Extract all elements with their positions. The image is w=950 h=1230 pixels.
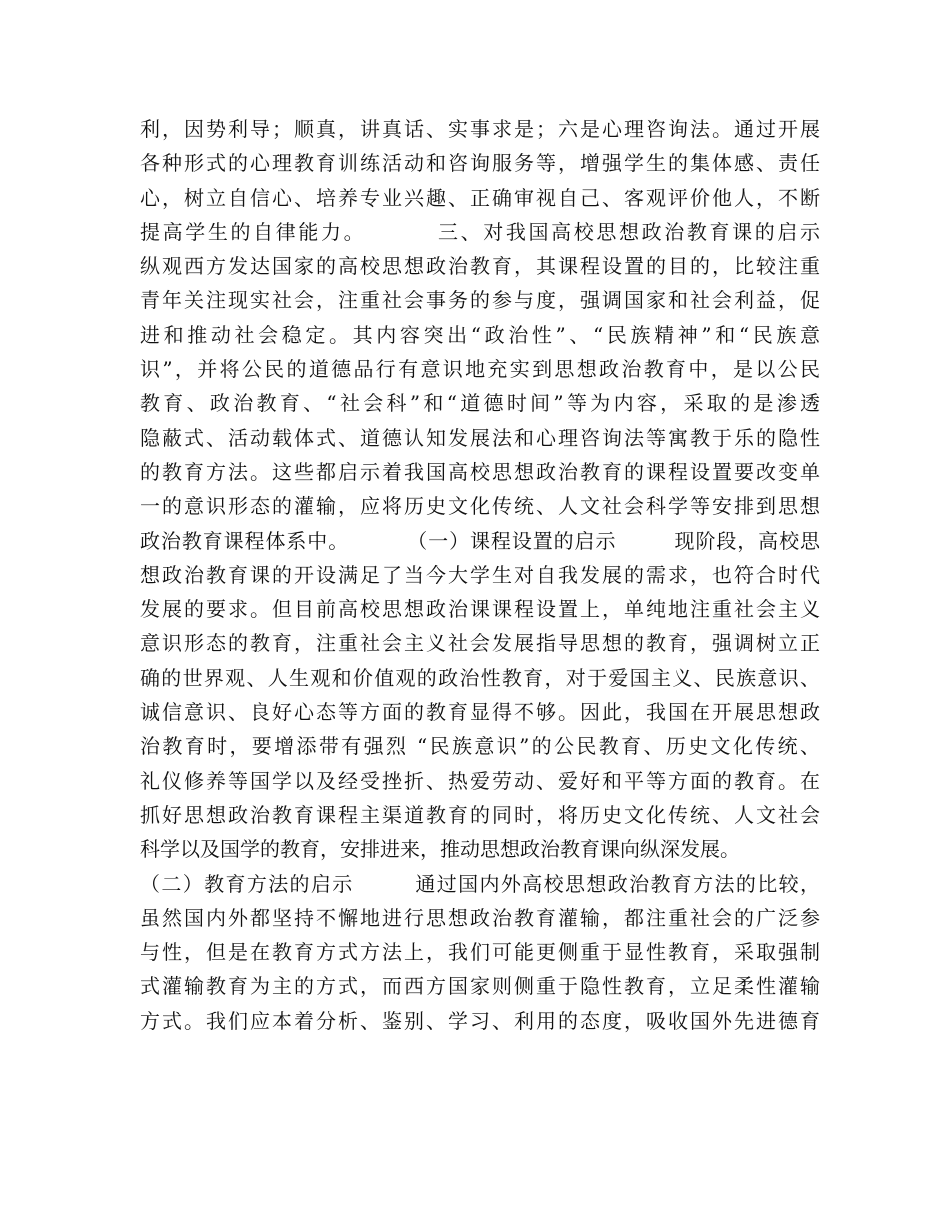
text-line: 识”，并将公民的道德品行有意识地充实到思想政治教育中，是以公民 bbox=[140, 357, 820, 382]
text-line: 隐蔽式、活动载体式、道德认知发展法和心理咨询法等寓教于乐的隐性 bbox=[140, 425, 820, 450]
text-line: 发展的要求。但目前高校思想政治课课程设置上，单纯地注重社会主义 bbox=[140, 597, 820, 622]
text-line: 教育、政治教育、“社会科”和“道德时间”等为内容，采取的是渗透 bbox=[140, 391, 820, 416]
text-line: 进和推动社会稳定。其内容突出“政治性”、“民族精神”和“民族意 bbox=[140, 322, 820, 347]
text-line: 提高学生的自律能力。 三、对我国高校思想政治教育课的启示 bbox=[140, 219, 820, 244]
text-line: 想政治教育课的开设满足了当今大学生对自我发展的需求，也符合时代 bbox=[140, 562, 820, 587]
text-line: 利，因势利导；顺真，讲真话、实事求是；六是心理咨询法。通过开展 bbox=[140, 117, 820, 141]
text-line: 抓好思想政治教育课程主渠道教育的同时，将历史文化传统、人文社会 bbox=[140, 802, 820, 827]
text-line: 青年关注现实社会，注重社会事务的参与度，强调国家和社会利益，促 bbox=[140, 288, 820, 313]
text-line: 治教育时，要增添带有强烈 “民族意识”的公民教育、历史文化传统、 bbox=[140, 734, 820, 759]
text-line: 诚信意识、良好心态等方面的教育显得不够。因此，我国在开展思想政 bbox=[140, 700, 820, 725]
text-line: 各种形式的心理教育训练活动和咨询服务等，增强学生的集体感、责任 bbox=[140, 151, 820, 176]
body-text bbox=[140, 112, 820, 1038]
text-line: 式灌输教育为主的方式，而西方国家则侧重于隐性教育，立足柔性灌输 bbox=[140, 974, 820, 999]
text-line: 确的世界观、人生观和价值观的政治性教育，对于爱国主义、民族意识、 bbox=[140, 665, 820, 690]
text-line: 一的意识形态的灌输，应将历史文化传统、人文社会科学等安排到思想 bbox=[140, 494, 820, 519]
text-line: 虽然国内外都坚持不懈地进行思想政治教育灌输，都注重社会的广泛参 bbox=[140, 905, 820, 930]
text-line: 与性，但是在教育方式方法上，我们可能更侧重于显性教育，采取强制 bbox=[140, 940, 820, 965]
text-line: 心，树立自信心、培养专业兴趣、正确审视自己、客观评价他人，不断 bbox=[140, 185, 820, 210]
text-line: 的教育方法。这些都启示着我国高校思想政治教育的课程设置要改变单 bbox=[140, 459, 820, 484]
text-line: 方式。我们应本着分析、鉴别、学习、利用的态度，吸收国外先进德育 bbox=[140, 1008, 820, 1033]
text-line: 科学以及国学的教育，安排进来，推动思想政治教育课向纵深发展。 bbox=[140, 837, 740, 862]
text-line: 纵观西方发达国家的高校思想政治教育，其课程设置的目的，比较注重 bbox=[140, 254, 820, 279]
text-line: 意识形态的教育，注重社会主义社会发展指导思想的教育，强调树立正 bbox=[140, 631, 820, 656]
text-line: 礼仪修养等国学以及经受挫折、热爱劳动、爱好和平等方面的教育。在 bbox=[140, 768, 820, 793]
text-line: （二）教育方法的启示 通过国内外高校思想政治教育方法的比较， bbox=[140, 871, 820, 896]
text-line: 政治教育课程体系中。 （一）课程设置的启示 现阶段，高校思 bbox=[140, 528, 820, 553]
